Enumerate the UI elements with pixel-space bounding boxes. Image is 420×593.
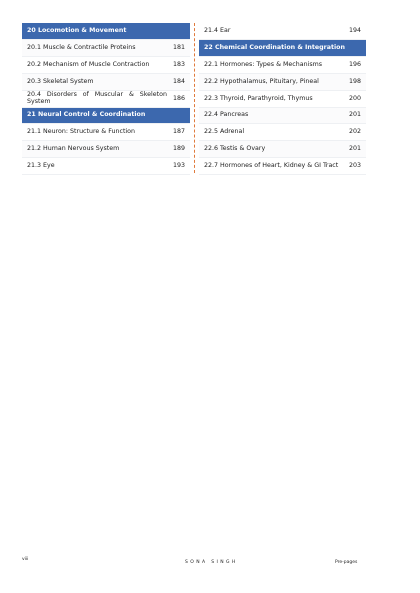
column-divider (194, 23, 195, 173)
toc-entry[interactable] (22, 91, 190, 108)
footer-page-number: viii (22, 557, 29, 562)
entry-page-number: 186 (172, 94, 185, 102)
entry-title: 21.3 Eye (27, 161, 55, 169)
entry-page-number: 203 (348, 161, 361, 169)
entry-title: 21.4 Ear (204, 26, 231, 34)
entry-title: 21.2 Human Nervous System (27, 144, 120, 152)
entry-page-number: 198 (348, 77, 361, 85)
entry-page-number: 202 (348, 127, 361, 135)
toc-left-column (22, 23, 190, 175)
toc-entry[interactable] (199, 23, 366, 40)
toc-entry[interactable] (22, 158, 190, 175)
entry-page-number: 194 (348, 26, 361, 34)
section-title: 21 Neural Control & Coordination (27, 111, 146, 119)
entry-title: 20.2 Mechanism of Muscle Contraction (27, 60, 150, 68)
toc-entry[interactable] (199, 158, 366, 175)
entry-title: 20.4 Disorders of Muscular & Skeleton System (27, 91, 167, 105)
entry-page-number: 201 (348, 111, 361, 119)
section-title: 20 Locomotion & Movement (27, 26, 127, 34)
toc-section-header[interactable] (22, 23, 190, 40)
entry-title: 21.1 Neuron: Structure & Function (27, 127, 136, 135)
toc-entry[interactable] (199, 141, 366, 158)
entry-page-number: 181 (172, 43, 185, 51)
toc-entry[interactable] (199, 57, 366, 74)
entry-page-number: 184 (172, 77, 185, 85)
entry-title: 22.1 Hormones: Types & Mechanisms (204, 60, 323, 68)
entry-page-number: 183 (172, 60, 185, 68)
toc-entry[interactable] (199, 108, 366, 124)
toc-entry[interactable] (199, 91, 366, 108)
toc-entry[interactable] (22, 40, 190, 57)
entry-page-number: 189 (172, 144, 185, 152)
entry-page-number: 200 (348, 94, 361, 102)
entry-title: 22.2 Hypothalamus, Pituitary, Pineal (204, 77, 319, 85)
toc-entry[interactable] (22, 57, 190, 74)
section-title: 22 Chemical Coordination & Integration (204, 43, 345, 51)
footer-brand: SONA SINGH (185, 560, 238, 565)
footer-section-label: Pre-pages (335, 560, 358, 565)
toc-right-column (199, 23, 366, 175)
toc-entry[interactable] (199, 74, 366, 91)
entry-page-number: 193 (172, 161, 185, 169)
toc-entry[interactable] (22, 124, 190, 141)
entry-title: 20.1 Muscle & Contractile Proteins (27, 43, 136, 51)
entry-title: 22.3 Thyroid, Parathyroid, Thymus (204, 94, 313, 102)
toc-section-header[interactable] (199, 40, 366, 57)
entry-page-number: 201 (348, 144, 361, 152)
entry-title: 22.7 Hormones of Heart, Kidney & GI Tract (204, 161, 339, 169)
toc-entry[interactable] (22, 141, 190, 158)
entry-title: 22.5 Adrenal (204, 127, 245, 135)
toc-entry[interactable] (22, 74, 190, 91)
entry-title: 20.3 Skeletal System (27, 77, 94, 85)
entry-page-number: 196 (348, 60, 361, 68)
toc-entry[interactable] (199, 124, 366, 141)
entry-page-number: 187 (172, 127, 185, 135)
entry-title: 22.4 Pancreas (204, 111, 249, 119)
entry-title: 22.6 Testis & Ovary (204, 144, 266, 152)
toc-section-header[interactable] (22, 108, 190, 124)
